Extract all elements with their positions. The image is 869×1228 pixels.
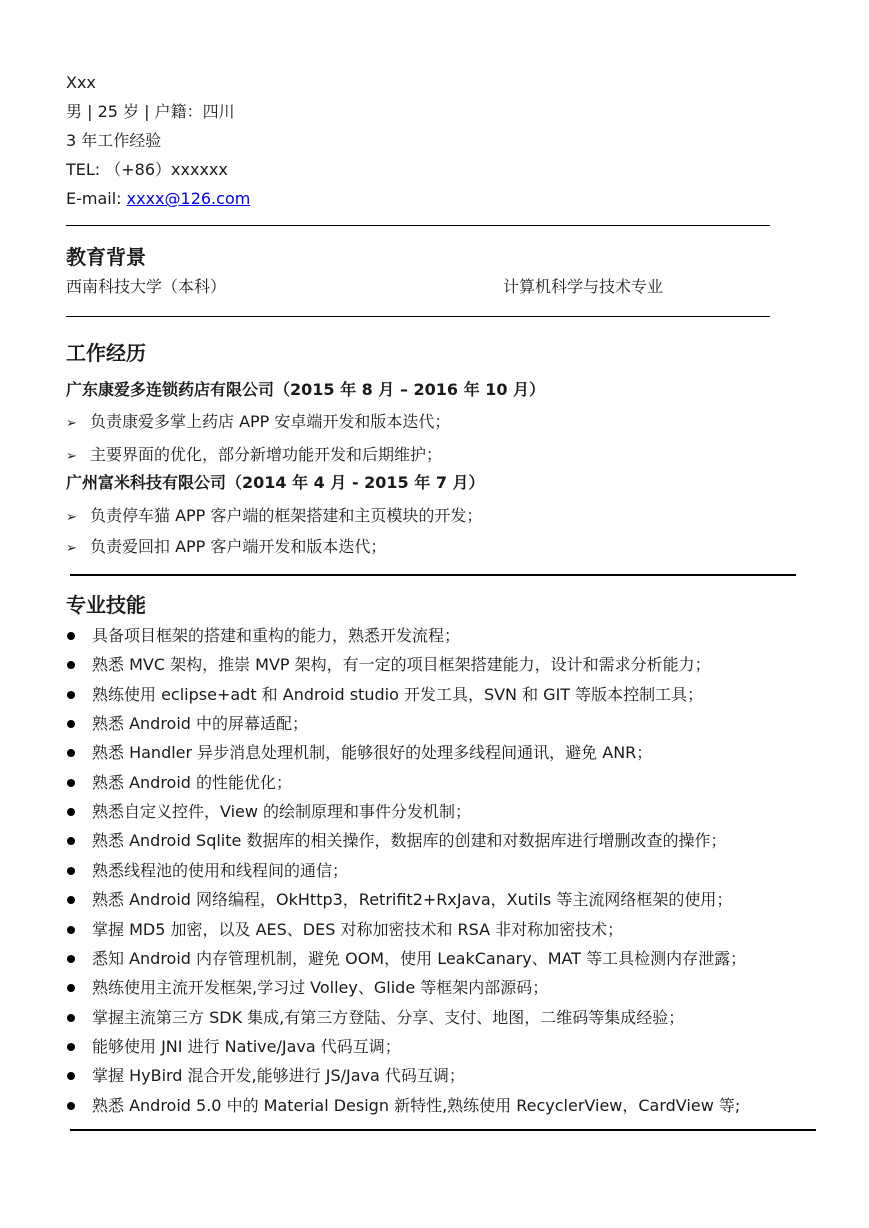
bullet-dot-icon bbox=[67, 984, 75, 992]
arrow-bullet-icon: ➢ bbox=[66, 541, 77, 556]
job-duty bbox=[66, 506, 482, 528]
bullet-dot-icon bbox=[67, 926, 75, 934]
bullet-dot-icon bbox=[67, 691, 75, 699]
job-duty bbox=[66, 412, 450, 434]
bullet-dot-icon bbox=[67, 1072, 75, 1080]
email-link[interactable]: xxxx@126.com bbox=[126, 189, 251, 208]
skill-item: 熟练使用主流开发框架,学习过 Volley、Glide 等框架内部源码； bbox=[92, 978, 549, 997]
divider bbox=[70, 574, 796, 576]
divider bbox=[66, 225, 770, 226]
email-row bbox=[66, 189, 250, 209]
section-heading-skills: 专业技能 bbox=[66, 593, 146, 617]
duty-text: 负责停车猫 APP 客户端的框架搭建和主页模块的开发； bbox=[90, 506, 483, 525]
bullet-dot-icon bbox=[67, 808, 75, 816]
skill-item: 熟悉 Handler 异步消息处理机制，能够很好的处理多线程间通讯，避免 ANR； bbox=[92, 743, 653, 762]
bullet-dot-icon bbox=[67, 720, 75, 728]
bullet-dot-icon bbox=[67, 955, 75, 963]
skill-item: 熟悉自定义控件，View 的绘制原理和事件分发机制； bbox=[92, 802, 472, 821]
skill-item: 掌握 HyBird 混合开发,能够进行 JS/Java 代码互调； bbox=[92, 1066, 465, 1085]
duty-text: 负责康爱多掌上药店 APP 安卓端开发和版本迭代； bbox=[90, 412, 451, 431]
bullet-dot-icon bbox=[67, 1102, 75, 1110]
skill-item: 熟练使用 eclipse+adt 和 Android studio 开发工具，SVN 和 GIT 等版本控制工具； bbox=[92, 685, 704, 704]
skill-item: 悉知 Android 内存管理机制，避免 OOM，使用 LeakCanary、MAT 等工具检测内存泄露； bbox=[92, 949, 747, 968]
duty-text: 主要界面的优化，部分新增功能开发和后期维护； bbox=[90, 445, 443, 464]
bullet-dot-icon bbox=[67, 867, 75, 875]
bullet-dot-icon bbox=[67, 896, 75, 904]
job-company: 广州富米科技有限公司（2014 年 4 月 - 2015 年 7 月） bbox=[66, 473, 485, 492]
bullet-dot-icon bbox=[67, 632, 75, 640]
email-label: E-mail: bbox=[66, 189, 127, 208]
bullet-dot-icon bbox=[67, 779, 75, 787]
job-duty bbox=[66, 445, 442, 467]
bullet-dot-icon bbox=[67, 749, 75, 757]
section-heading-work: 工作经历 bbox=[66, 341, 146, 365]
duty-text: 负责爱回扣 APP 客户端开发和版本迭代； bbox=[90, 537, 387, 556]
divider bbox=[66, 316, 770, 317]
education-school: 西南科技大学（本科） bbox=[66, 277, 227, 296]
education-major: 计算机科学与技术专业 bbox=[503, 277, 664, 296]
skill-item: 掌握 MD5 加密，以及 AES、DES 对称加密技术和 RSA 非对称加密技术； bbox=[92, 920, 624, 939]
skill-item: 掌握主流第三方 SDK 集成,有第三方登陆、分享、支付、地图，二维码等集成经验； bbox=[92, 1008, 685, 1027]
bullet-dot-icon bbox=[67, 661, 75, 669]
skill-item: 能够使用 JNI 进行 Native/Java 代码互调； bbox=[92, 1037, 401, 1056]
job-company: 广东康爱多连锁药店有限公司（2015 年 8 月 – 2016 年 10 月） bbox=[66, 380, 546, 399]
bullet-dot-icon bbox=[67, 1043, 75, 1051]
skill-item: 熟悉 Android Sqlite 数据库的相关操作，数据库的创建和对数据库进行增删改查的操作； bbox=[92, 831, 727, 850]
skill-item: 熟悉 Android 中的屏幕适配； bbox=[92, 714, 309, 733]
section-heading-education: 教育背景 bbox=[66, 245, 146, 269]
personal-info: 男 | 25 岁 | 户籍：四川 bbox=[66, 102, 235, 121]
skill-item: 熟悉 Android 网络编程，OkHttp3，Retrifit2+RxJava，Xutils 等主流网络框架的使用； bbox=[92, 890, 733, 909]
skill-item: 熟悉 Android 5.0 中的 Material Design 新特性,熟练使用 RecyclerView，CardView 等; bbox=[92, 1096, 741, 1115]
experience-years: 3 年工作经验 bbox=[66, 131, 162, 150]
skill-item: 具备项目框架的搭建和重构的能力，熟悉开发流程； bbox=[92, 626, 461, 645]
skill-item: 熟悉线程池的使用和线程间的通信； bbox=[92, 861, 349, 880]
arrow-bullet-icon: ➢ bbox=[66, 449, 77, 464]
skill-item: 熟悉 Android 的性能优化； bbox=[92, 773, 293, 792]
arrow-bullet-icon: ➢ bbox=[66, 416, 77, 431]
divider bbox=[70, 1129, 816, 1131]
resume-name: Xxx bbox=[66, 73, 96, 92]
job-duty bbox=[66, 537, 386, 559]
skill-item: 熟悉 MVC 架构，推崇 MVP 架构，有一定的项目框架搭建能力，设计和需求分析能力； bbox=[92, 655, 711, 674]
phone: TEL: （+86）xxxxxx bbox=[66, 160, 228, 179]
bullet-dot-icon bbox=[67, 837, 75, 845]
arrow-bullet-icon: ➢ bbox=[66, 510, 77, 525]
bullet-dot-icon bbox=[67, 1014, 75, 1022]
